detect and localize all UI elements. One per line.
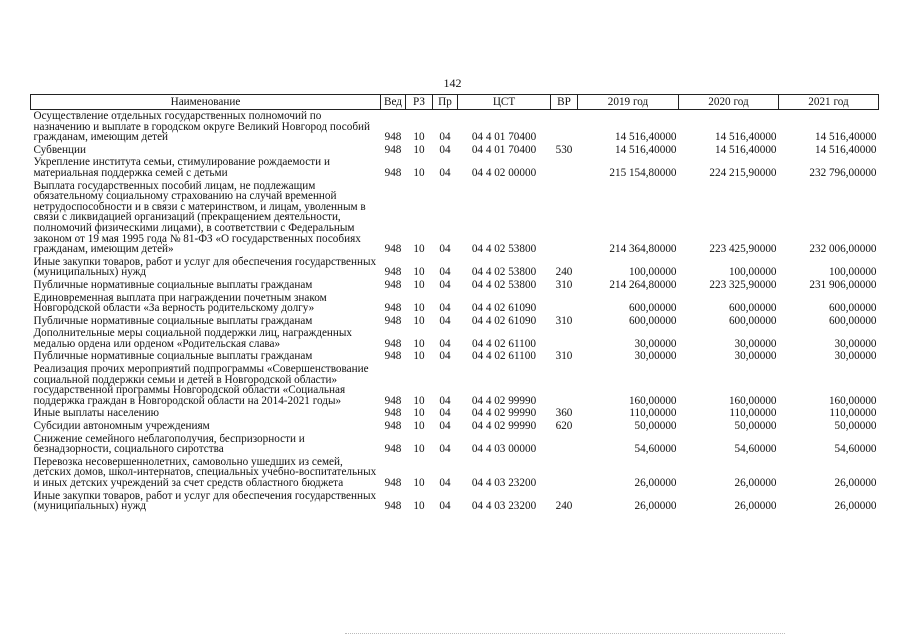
header-cst: ЦСТ (458, 95, 551, 110)
row-2019: 214 364,80000 (609, 243, 677, 256)
row-vr: 530 (555, 143, 573, 156)
row-2020: 50,00000 (734, 420, 777, 433)
row-pr: 04 (439, 302, 451, 315)
row-ved: 948 (384, 443, 402, 456)
row-vr: 310 (555, 314, 573, 327)
row-2020: 14 516,40000 (714, 143, 777, 156)
row-rz: 10 (413, 243, 425, 256)
row-2019: 600,00000 (628, 302, 677, 315)
table-row (31, 407, 879, 420)
row-rz: 10 (413, 266, 425, 279)
row-cst: 04 4 02 53800 (471, 266, 537, 279)
row-cst: 04 4 02 00000 (471, 166, 537, 179)
row-2019: 160,00000 (628, 394, 677, 407)
table-row (31, 363, 879, 407)
row-2020: 26,00000 (734, 477, 777, 489)
row-ved: 948 (384, 477, 402, 489)
row-name: Выплата государственных пособий лицам, не подлежащим обязательному социальному страхованию на случай временной нетрудоспособности и в связи с материнством, и лицам, уволенным в связи с ликвидацией организаций (прекращением деятельности, полномочий физическими лицами), в соответствии с Федеральным законом от 19 мая 1995 года № 81-ФЗ «О государственных пособиях гражданам, имеющим детей» (33, 179, 366, 256)
row-ved: 948 (384, 266, 402, 279)
table-row (31, 144, 879, 157)
row-ved: 948 (384, 394, 402, 407)
row-ved: 948 (384, 314, 402, 327)
row-cst: 04 4 03 23200 (471, 477, 537, 489)
row-ved: 948 (384, 143, 402, 156)
row-vr (551, 433, 578, 456)
row-2019: 30,00000 (634, 350, 677, 363)
row-2020: 224 215,90000 (709, 166, 777, 179)
row-2021: 30,00000 (834, 350, 877, 363)
row-ved: 948 (384, 166, 402, 179)
row-vr (551, 292, 578, 315)
row-ved: 948 (384, 302, 402, 315)
row-vr: 310 (555, 350, 573, 363)
table-row (31, 327, 879, 350)
table-row (31, 156, 879, 179)
row-2019: 30,00000 (634, 337, 677, 350)
row-pr: 04 (439, 420, 451, 433)
row-pr: 04 (439, 278, 451, 291)
row-2020: 14 516,40000 (714, 131, 777, 144)
row-vr (551, 456, 578, 490)
row-2021: 231 906,00000 (809, 278, 877, 291)
row-2020: 26,00000 (734, 500, 777, 513)
row-2019: 600,00000 (628, 314, 677, 327)
row-rz: 10 (413, 420, 425, 433)
row-cst: 04 4 02 61090 (471, 302, 537, 315)
row-2019: 214 264,80000 (609, 278, 677, 291)
row-cst: 04 4 03 23200 (471, 500, 537, 513)
row-2020: 600,00000 (728, 314, 777, 327)
row-rz: 10 (413, 278, 425, 291)
row-2021: 110,00000 (829, 407, 877, 420)
row-2019: 26,00000 (634, 477, 677, 489)
row-pr: 04 (439, 314, 451, 327)
row-2019: 50,00000 (634, 420, 677, 433)
table-row (31, 315, 879, 328)
row-name: Единовременная выплата при награждении почетным знаком Новгородской области «За верность родительскому долгу» (33, 291, 327, 315)
budget-table (30, 94, 879, 513)
row-2021: 30,00000 (834, 337, 877, 350)
row-ved: 948 (384, 350, 402, 363)
table-row (31, 180, 879, 256)
row-2021: 14 516,40000 (814, 131, 877, 144)
row-name: Иные выплаты населению (33, 407, 159, 420)
row-ved: 948 (384, 243, 402, 256)
row-pr: 04 (439, 266, 451, 279)
row-2019: 14 516,40000 (614, 131, 677, 144)
row-pr: 04 (439, 166, 451, 179)
row-2020: 30,00000 (734, 337, 777, 350)
row-2020: 30,00000 (734, 350, 777, 363)
row-rz: 10 (413, 131, 425, 144)
row-2019: 215 154,80000 (609, 166, 677, 179)
row-2019: 110,00000 (629, 407, 677, 420)
row-name: Субсидии автономным учреждениям (33, 420, 210, 433)
row-2021: 26,00000 (834, 477, 877, 489)
row-2021: 26,00000 (834, 500, 877, 513)
row-ved: 948 (384, 420, 402, 433)
row-vr: 360 (555, 407, 573, 420)
header-rz: РЗ (406, 95, 433, 110)
row-rz: 10 (413, 350, 425, 363)
row-ved: 948 (384, 337, 402, 350)
row-cst: 04 4 02 53800 (471, 278, 537, 291)
row-rz: 10 (413, 477, 425, 489)
row-2019: 26,00000 (634, 500, 677, 513)
row-rz: 10 (413, 407, 425, 420)
row-pr: 04 (439, 443, 451, 456)
row-rz: 10 (413, 302, 425, 315)
row-cst: 04 4 02 99990 (471, 407, 537, 420)
row-name: Публичные нормативные социальные выплаты гражданам (33, 350, 313, 363)
row-2021: 100,00000 (828, 266, 877, 279)
row-name: Укрепление института семьи, стимулирование рождаемости и материальная поддержка семей с детьми (33, 156, 330, 179)
row-name: Реализация прочих мероприятий подпрограммы «Совершенствование социальной поддержки семьи и детей в Новгородской области» государственной программы Новгородской области «Социальная поддержка граждан в Новгородской области на 2014-2021 годы» (33, 363, 369, 407)
row-cst: 04 4 03 00000 (471, 443, 537, 456)
row-2020: 223 325,90000 (709, 278, 777, 291)
row-vr: 310 (555, 278, 573, 291)
row-2020: 223 425,90000 (709, 243, 777, 256)
header-2021: 2021 год (779, 95, 879, 110)
table-row (31, 420, 879, 433)
row-rz: 10 (413, 443, 425, 456)
header-vr: ВР (551, 95, 578, 110)
row-pr: 04 (439, 407, 451, 420)
table-row (31, 279, 879, 292)
row-rz: 10 (413, 166, 425, 179)
row-vr: 620 (555, 420, 573, 433)
row-name: Публичные нормативные социальные выплаты гражданам (33, 314, 313, 327)
row-2019: 100,00000 (628, 266, 677, 279)
row-2020: 100,00000 (728, 266, 777, 279)
row-name: Публичные нормативные социальные выплаты гражданам (33, 278, 313, 291)
row-vr (551, 327, 578, 350)
row-cst: 04 4 02 99990 (471, 394, 537, 407)
row-cst: 04 4 01 70400 (471, 143, 537, 156)
row-2021: 160,00000 (828, 394, 877, 407)
row-2021: 14 516,40000 (814, 143, 877, 156)
row-2019: 54,60000 (634, 443, 677, 456)
table-row (31, 433, 879, 456)
row-name: Перевозка несовершеннолетних, самовольно ушедших из семей, детских домов, школ-интернатов, специальных учебно-воспитательных и иных детских учреждений за счет средств областного бюджета (33, 455, 377, 489)
table-row (31, 292, 879, 315)
row-2021: 54,60000 (834, 443, 877, 456)
row-2021: 600,00000 (828, 302, 877, 315)
row-cst: 04 4 02 61090 (471, 314, 537, 327)
table-row (31, 490, 879, 513)
row-ved: 948 (384, 278, 402, 291)
row-cst: 04 4 02 53800 (471, 243, 537, 256)
row-2020: 600,00000 (728, 302, 777, 315)
row-2021: 232 006,00000 (809, 243, 877, 256)
table-row (31, 350, 879, 363)
header-2020: 2020 год (679, 95, 779, 110)
row-2021: 232 796,00000 (809, 166, 877, 179)
page-number: 142 (443, 76, 462, 90)
row-vr (551, 180, 578, 256)
row-vr: 240 (555, 266, 573, 279)
table-row (31, 456, 879, 490)
table-row (31, 110, 879, 144)
row-2021: 600,00000 (828, 314, 877, 327)
row-rz: 10 (413, 143, 425, 156)
row-name: Снижение семейного неблагополучия, беспризорности и безнадзорности, социального сиротства (33, 432, 305, 456)
row-rz: 10 (413, 337, 425, 350)
row-cst: 04 4 02 61100 (472, 337, 536, 350)
row-rz: 10 (413, 500, 425, 513)
row-pr: 04 (439, 131, 451, 144)
header-pr: Пр (433, 95, 458, 110)
scan-artifact-divider (345, 633, 785, 634)
row-vr (551, 110, 578, 144)
row-name: Субвенции (33, 143, 86, 156)
table-row (31, 256, 879, 279)
row-vr (551, 363, 578, 407)
row-pr: 04 (439, 143, 451, 156)
row-vr (551, 156, 578, 179)
row-2021: 50,00000 (834, 420, 877, 433)
row-pr: 04 (439, 394, 451, 407)
row-2020: 160,00000 (728, 394, 777, 407)
row-rz: 10 (413, 394, 425, 407)
row-pr: 04 (439, 337, 451, 350)
row-2020: 54,60000 (734, 443, 777, 456)
row-pr: 04 (439, 477, 451, 489)
row-cst: 04 4 02 99990 (471, 420, 537, 433)
row-2019: 14 516,40000 (614, 143, 677, 156)
row-ved: 948 (384, 131, 402, 144)
header-2019: 2019 год (578, 95, 679, 110)
row-pr: 04 (439, 350, 451, 363)
row-name: Иные закупки товаров, работ и услуг для обеспечения государственных (муниципальных) нужд (33, 255, 377, 279)
header-name: Наименование (31, 95, 381, 110)
row-pr: 04 (439, 243, 451, 256)
row-2020: 110,00000 (729, 407, 777, 420)
row-cst: 04 4 02 61100 (472, 350, 536, 363)
row-name: Осуществление отдельных государственных полномочий по назначению и выплате в городском округе Великий Новгород пособий гражданам, имеющим детей (33, 110, 370, 144)
row-ved: 948 (384, 500, 402, 513)
row-name: Дополнительные меры социальной поддержки лиц, награжденных медалью ордена или орденом «Родительская слава» (33, 327, 352, 350)
table-header-row (31, 95, 879, 110)
row-rz: 10 (413, 314, 425, 327)
row-name: Иные закупки товаров, работ и услуг для обеспечения государственных (муниципальных) нужд (33, 489, 377, 513)
header-ved: Вед (381, 95, 406, 110)
row-pr: 04 (439, 500, 451, 513)
row-cst: 04 4 01 70400 (471, 131, 537, 144)
row-ved: 948 (384, 407, 402, 420)
row-vr: 240 (555, 500, 573, 513)
